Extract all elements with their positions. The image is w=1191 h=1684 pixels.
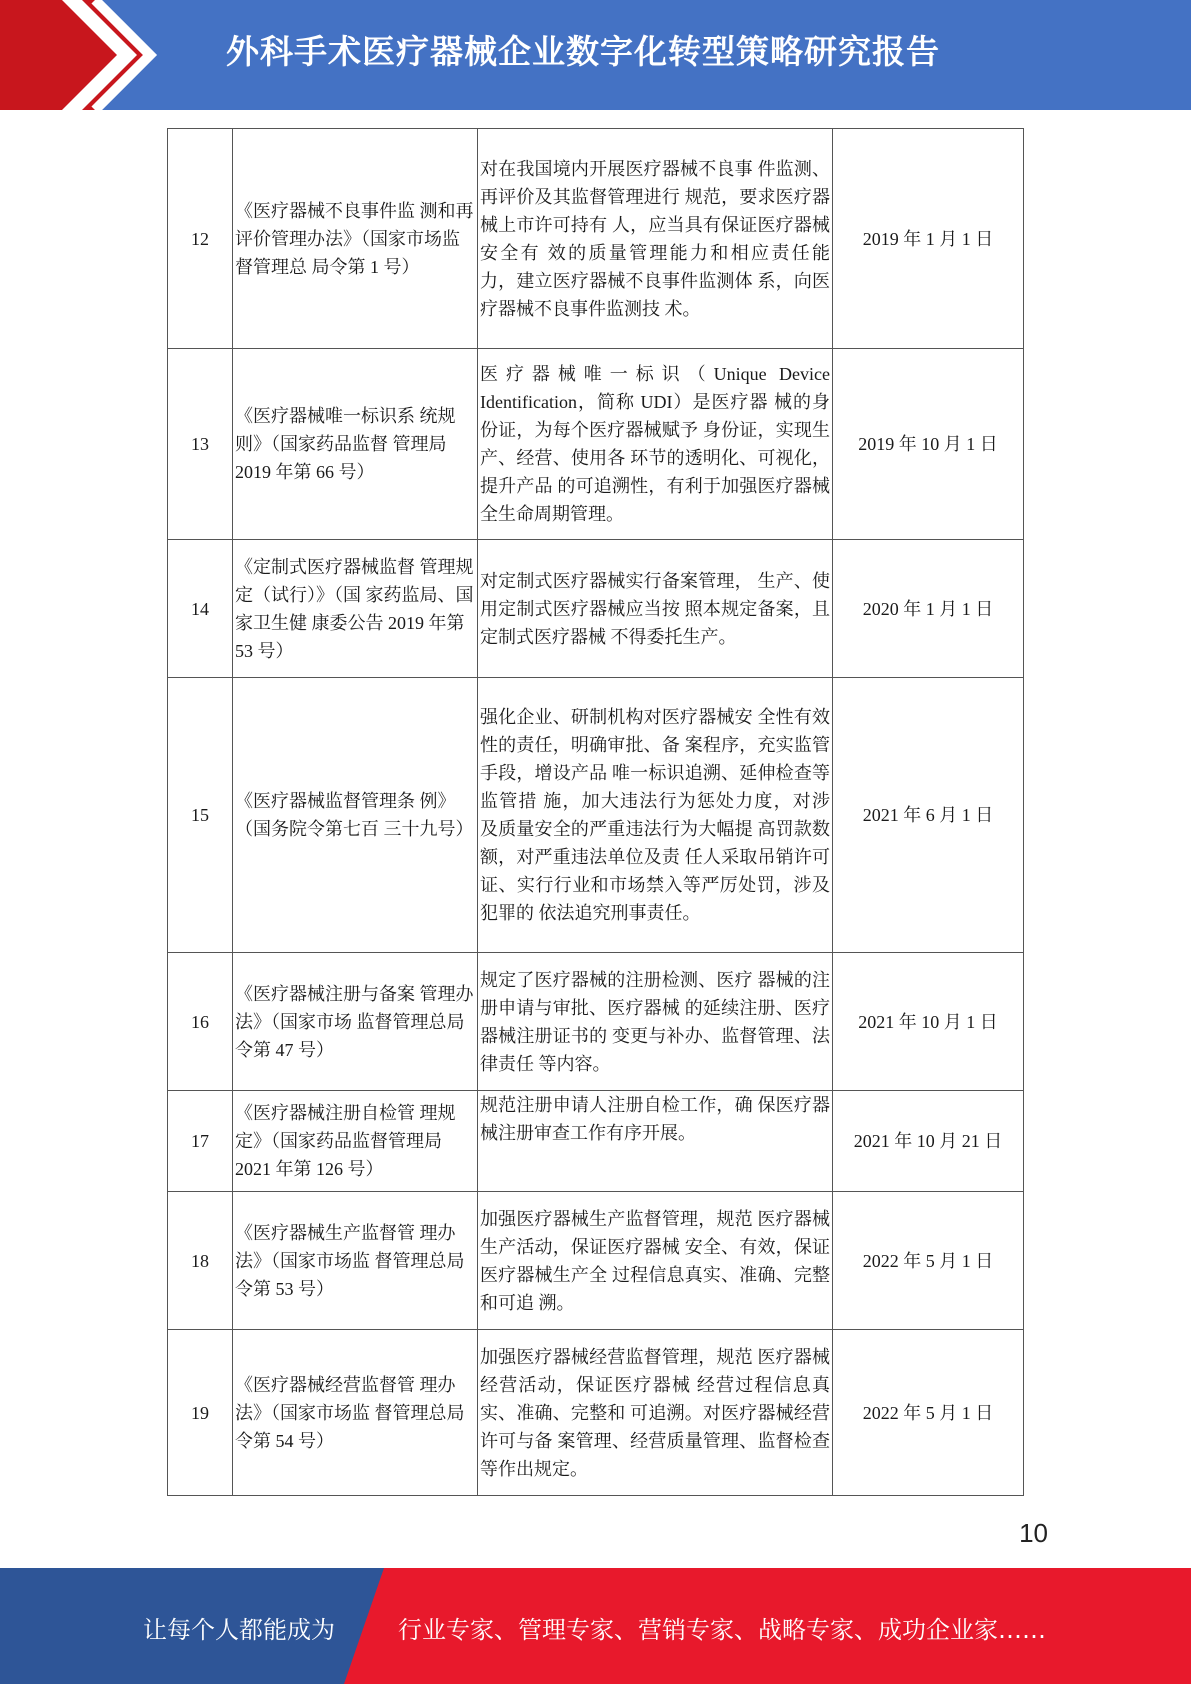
footer-slogan-left: 让每个人都能成为 xyxy=(143,1616,335,1644)
effective-date: 2022 年 5 月 1 日 xyxy=(833,1192,1024,1330)
effective-date: 2020 年 1 月 1 日 xyxy=(833,540,1024,678)
effective-date: 2021 年 10 月 21 日 xyxy=(833,1091,1024,1192)
effective-date: 2019 年 10 月 1 日 xyxy=(833,349,1024,540)
table-row xyxy=(168,1091,1024,1192)
regulation-name: 《医疗器械不良事件监 测和再评价管理办法》（国家市场监督管理总 局令第 1 号） xyxy=(233,129,478,349)
regulation-name: 《医疗器械监督管理条 例》（国务院令第七百 三十九号） xyxy=(233,678,478,953)
regulation-description: 规定了医疗器械的注册检测、医疗 器械的注册申请与审批、医疗器械 的延续注册、医疗器械注册证书的 变更与补办、监督管理、法律责任 等内容。 xyxy=(478,953,833,1091)
regulation-description: 对在我国境内开展医疗器械不良事 件监测、再评价及其监督管理进行 规范，要求医疗器械上市许可持有 人，应当具有保证医疗器械安全有 效的质量管理能力和相应责任能 力，建立医疗器械不良事件监测体 系，向医疗器械不良事件监测技 术。 xyxy=(478,129,833,349)
effective-date: 2019 年 1 月 1 日 xyxy=(833,129,1024,349)
row-number: 16 xyxy=(168,953,233,1091)
page-number: 10 xyxy=(1019,1518,1048,1548)
table-row xyxy=(168,1192,1024,1330)
effective-date: 2021 年 10 月 1 日 xyxy=(833,953,1024,1091)
regulation-description: 对定制式医疗器械实行备案管理， 生产、使用定制式医疗器械应当按 照本规定备案，且定制式医疗器械 不得委托生产。 xyxy=(478,540,833,678)
regulation-description: 规范注册申请人注册自检工作，确 保医疗器械注册审查工作有序开展。 xyxy=(478,1091,833,1192)
regulation-description: 强化企业、研制机构对医疗器械安 全性有效性的责任，明确审批、备 案程序，充实监管手段，增设产品 唯一标识追溯、延伸检查等监管措 施，加大违法行为惩处力度，对涉 及质量安全的严重违法行为大幅提 高罚款数额，对严重违法单位及责 任人采取吊销许可证、实行行业和市场禁入等严厉处罚，涉及犯罪的 依法追究刑事责任。 xyxy=(478,678,833,953)
footer-slogan-right: 行业专家、管理专家、营销专家、战略专家、成功企业家…… xyxy=(398,1616,1046,1644)
header-banner xyxy=(0,0,1191,110)
table-row xyxy=(168,540,1024,678)
regulation-description: 加强医疗器械经营监督管理，规范 医疗器械经营活动，保证医疗器械 经营过程信息真实、准确、完整和 可追溯。对医疗器械经营许可与备 案管理、经营质量管理、监督检查 等作出规定。 xyxy=(478,1330,833,1496)
row-number: 13 xyxy=(168,349,233,540)
row-number: 18 xyxy=(168,1192,233,1330)
report-title: 外科手术医疗器械企业数字化转型策略研究报告 xyxy=(226,32,940,71)
row-number: 19 xyxy=(168,1330,233,1496)
row-number: 12 xyxy=(168,129,233,349)
regulation-name: 《医疗器械唯一标识系 统规则》（国家药品监督 管理局 2019 年第 66 号） xyxy=(233,349,478,540)
table-row xyxy=(168,129,1024,349)
row-number: 14 xyxy=(168,540,233,678)
regulation-name: 《医疗器械经营监督管 理办法》（国家市场监 督管理总局令第 54 号） xyxy=(233,1330,478,1496)
regulation-name: 《医疗器械注册自检管 理规定》（国家药品监督管理局 2021 年第 126 号） xyxy=(233,1091,478,1192)
regulation-name: 《医疗器械注册与备案 管理办法》（国家市场 监督管理总局令第 47 号） xyxy=(233,953,478,1091)
regulation-name: 《医疗器械生产监督管 理办法》（国家市场监 督管理总局令第 53 号） xyxy=(233,1192,478,1330)
footer-banner xyxy=(0,1568,1191,1684)
table-row xyxy=(168,953,1024,1091)
table-row xyxy=(168,1330,1024,1496)
regulation-description: 医疗器械唯一标识（Unique Device Identification，简称 UDI）是医疗器 械的身份证，为每个医疗器械赋予 身份证，实现生产、经营、使用各 环节的透明化、可视化，提升产品 的可追溯性，有利于加强医疗器械 全生命周期管理。 xyxy=(478,349,833,540)
regulation-name: 《定制式医疗器械监督 管理规定（试行）》（国 家药监局、国家卫生健 康委公告 2019 年第 53 号） xyxy=(233,540,478,678)
regulations-table xyxy=(167,128,1024,1496)
table-row xyxy=(168,678,1024,953)
regulation-description: 加强医疗器械生产监督管理，规范 医疗器械生产活动，保证医疗器械 安全、有效，保证医疗器械生产全 过程信息真实、准确、完整和可追 溯。 xyxy=(478,1192,833,1330)
effective-date: 2022 年 5 月 1 日 xyxy=(833,1330,1024,1496)
row-number: 15 xyxy=(168,678,233,953)
table-row xyxy=(168,349,1024,540)
row-number: 17 xyxy=(168,1091,233,1192)
effective-date: 2021 年 6 月 1 日 xyxy=(833,678,1024,953)
regulations-table-container xyxy=(167,128,1024,1496)
